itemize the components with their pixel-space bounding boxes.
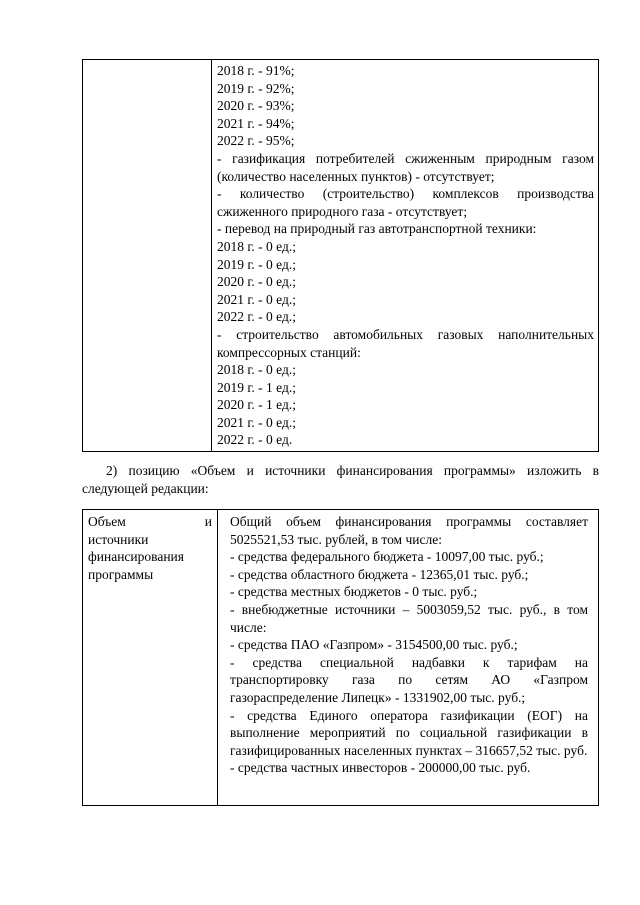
gasification-text: - газификация потребителей сжиженным природным газом (количество населенных пунктов) - отсутствует;: [217, 150, 594, 184]
year-line: 2018 г. - 91%;: [217, 63, 295, 78]
stations-text: - строительство автомобильных газовых наполнительных компрессорных станций:: [217, 326, 594, 360]
financing-item: - средства федерального бюджета - 10097,00 тыс. руб.;: [230, 549, 544, 565]
indicators-value-cell: [212, 60, 599, 452]
year-line: 2020 г. - 93%;: [217, 98, 295, 114]
stations-line: 2020 г. - 1 ед.;: [217, 397, 296, 413]
indicators-label-cell: [83, 60, 212, 452]
financing-item: - средства специальной надбавки к тарифам на транспортировку газа по сетям АО «Газпром газораспределение Липецк» - 1331902,00 тыс. руб.;: [230, 654, 588, 705]
label-first-line: [88, 513, 212, 531]
financing-table: [82, 509, 599, 806]
label-line: источники: [88, 531, 149, 547]
stations-line: 2022 г. - 0 ед.: [217, 432, 293, 448]
financing-value-cell: [218, 510, 599, 806]
stations-line: 2021 г. - 0 ед.;: [217, 414, 296, 430]
financing-item: - внебюджетные источники – 5003059,52 тыс. руб., в том числе:: [230, 601, 588, 635]
label-line: финансирования: [88, 549, 184, 565]
financing-label-cell: [83, 510, 218, 806]
financing-item: - средства частных инвесторов - 200000,00 тыс. руб.: [230, 760, 531, 776]
label-word: Объем: [88, 514, 126, 529]
stations-line: 2019 г. - 1 ед.;: [217, 379, 296, 395]
financing-item: - средства Единого оператора газификации (ЕОГ) на выполнение мероприятий по социальной газификации в газифицированных населенных пунктах – 316657,52 тыс. руб.: [230, 707, 588, 758]
year-line: 2019 г. - 92%;: [217, 80, 295, 96]
vehicles-heading: - перевод на природный газ автотранспортной техники:: [217, 221, 537, 237]
vehicles-line: 2019 г. - 0 ед.;: [217, 256, 296, 272]
financing-item: - средства местных бюджетов - 0 тыс. руб.;: [230, 584, 478, 600]
stations-line: 2018 г. - 0 ед.;: [217, 362, 296, 378]
vehicles-line: 2020 г. - 0 ед.;: [217, 274, 296, 290]
indicators-table: [82, 59, 599, 452]
year-line: 2022 г. - 95%;: [217, 133, 295, 149]
financing-item: - средства ПАО «Газпром» - 3154500,00 тыс. руб.;: [230, 637, 518, 653]
label-word: и: [204, 514, 212, 529]
financing-item: - средства областного бюджета - 12365,01 тыс. руб.;: [230, 566, 529, 582]
vehicles-line: 2022 г. - 0 ед.;: [217, 309, 296, 325]
year-line: 2021 г. - 94%;: [217, 115, 295, 131]
instruction-paragraph: 2) позицию «Объем и источники финансирования программы» изложить в следующей редакции:: [82, 463, 599, 496]
label-line: программы: [88, 566, 154, 582]
vehicles-line: 2018 г. - 0 ед.;: [217, 238, 296, 254]
complexes-text: - количество (строительство) комплексов производства сжиженного природного газа - отсутствует;: [217, 186, 594, 219]
vehicles-line: 2021 г. - 0 ед.;: [217, 291, 296, 307]
financing-total: Общий объем финансирования программы составляет 5025521,53 тыс. рублей, в том числе:: [230, 514, 588, 547]
